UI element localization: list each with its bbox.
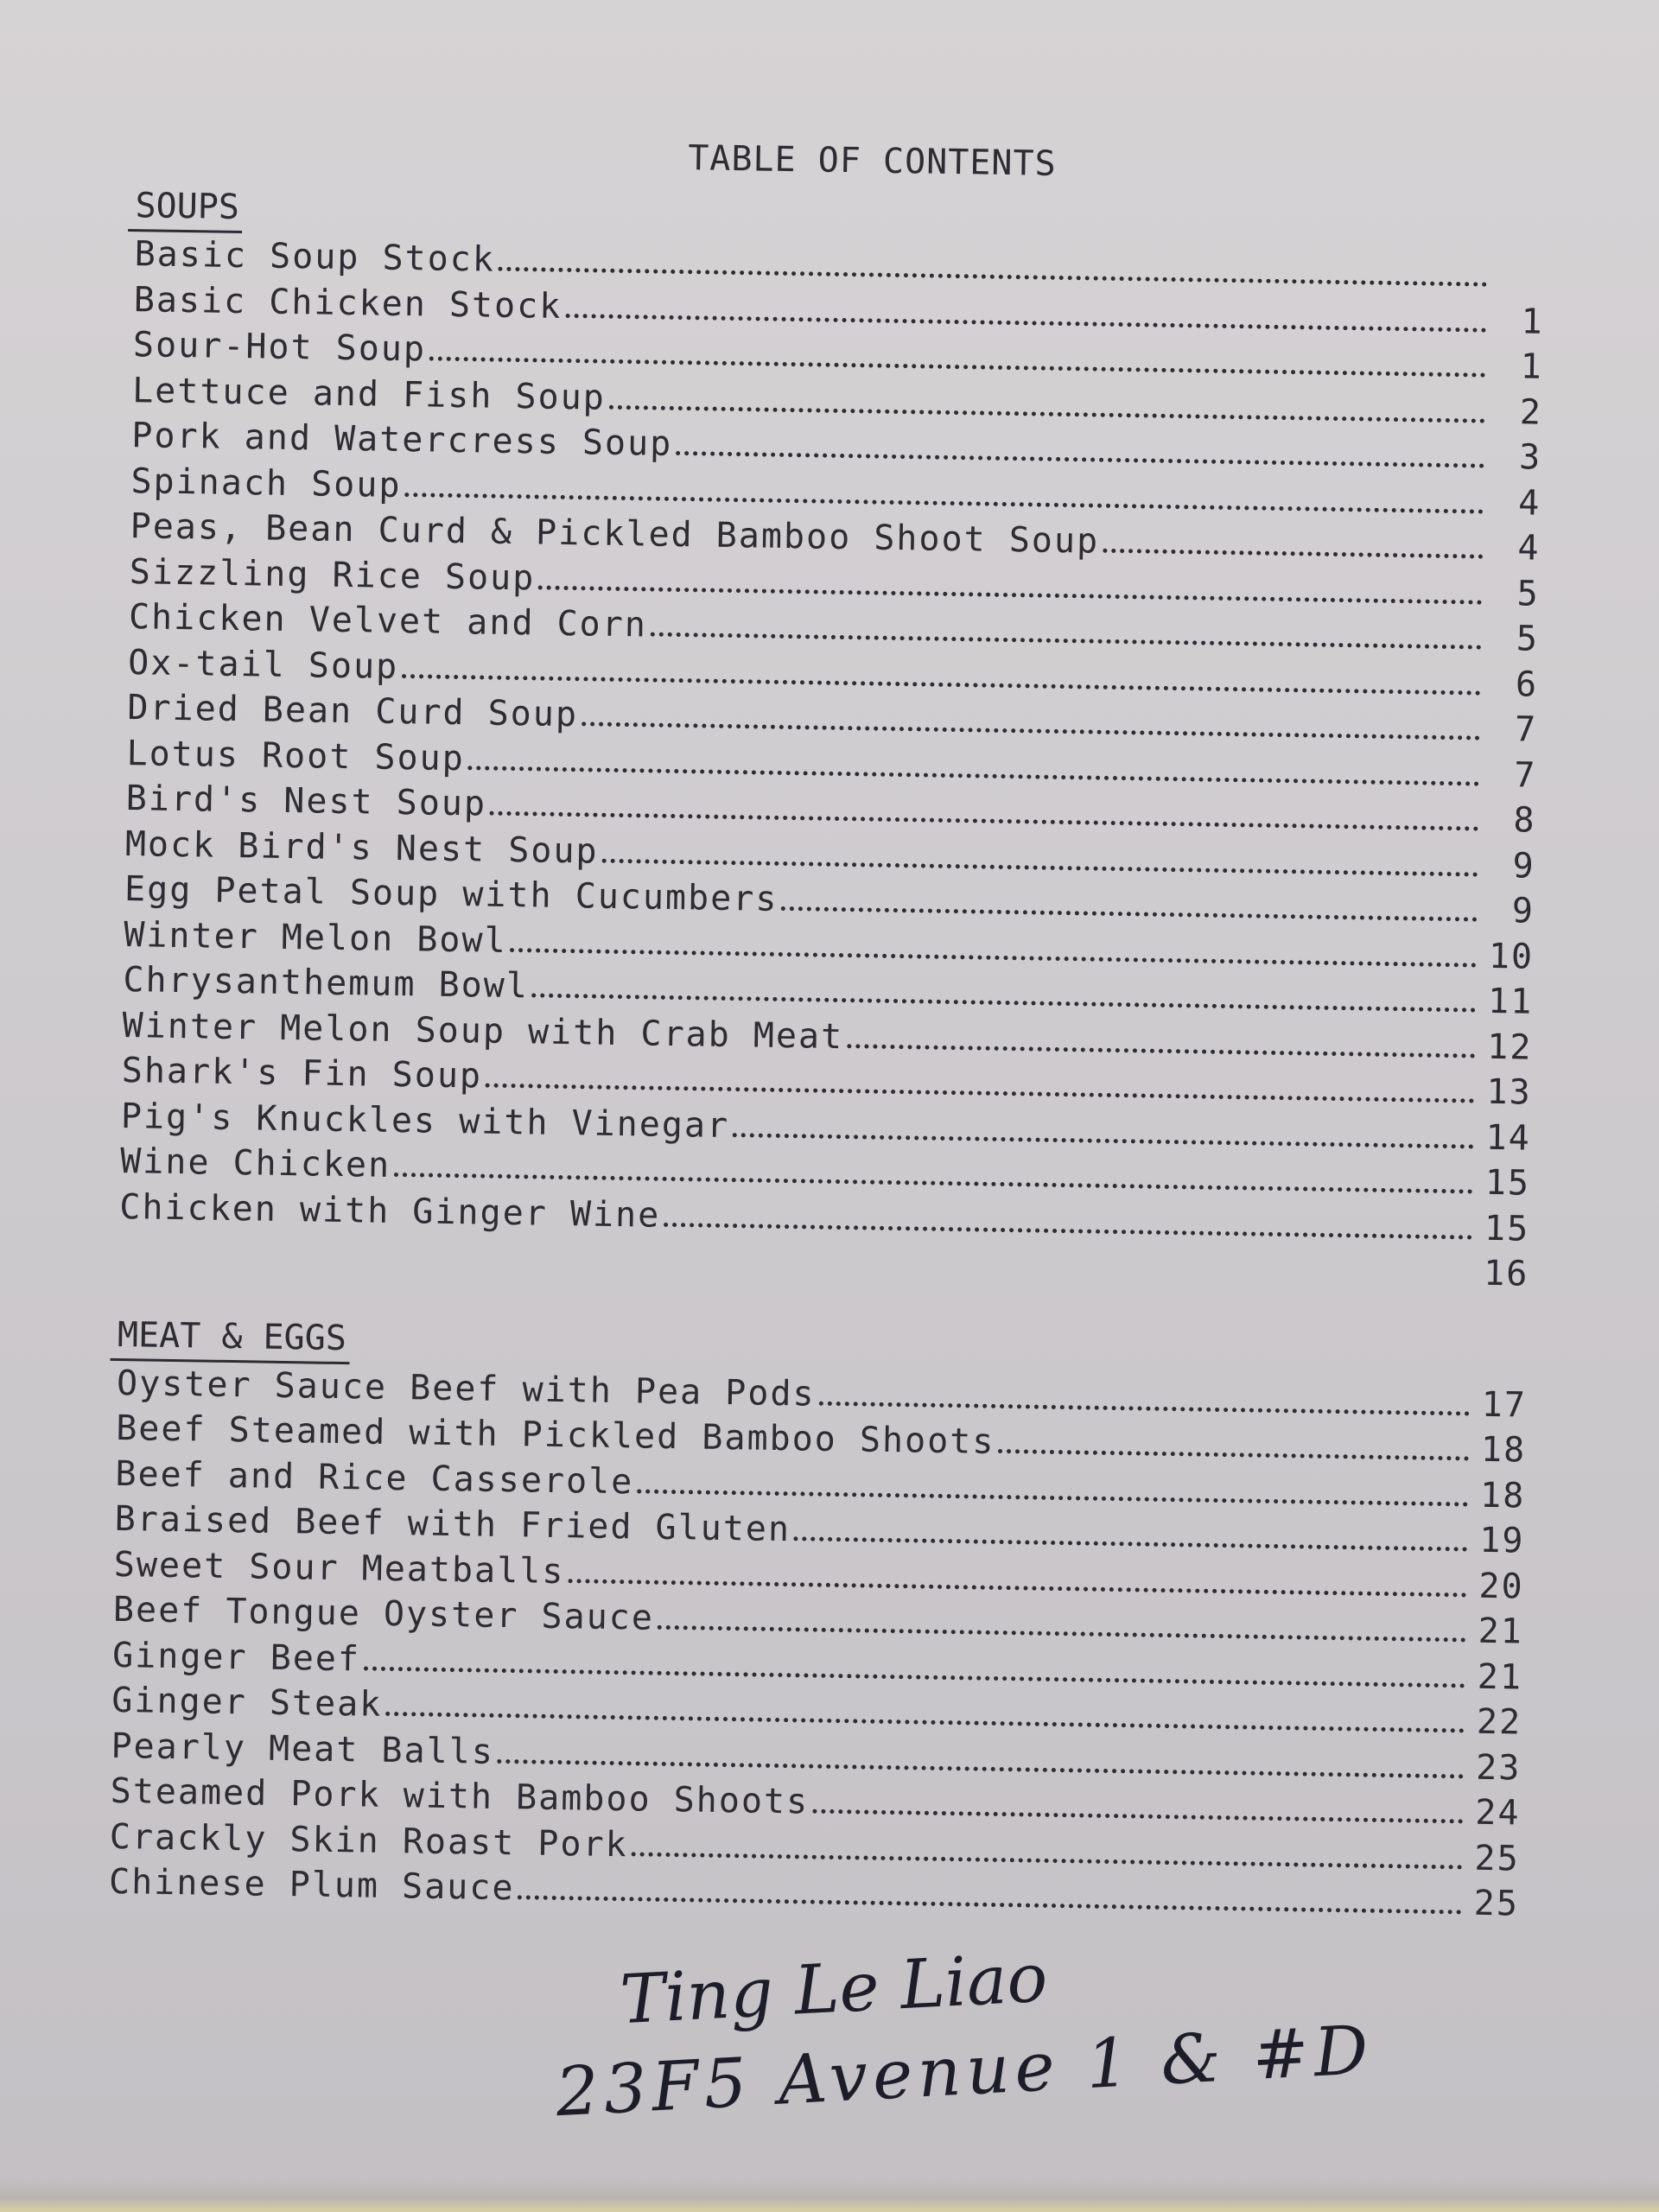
toc-entry-page: 4 [1517, 482, 1541, 524]
toc-entry-title: Shark's Fin Soup [121, 1050, 483, 1096]
dot-leader [1103, 537, 1484, 559]
dot-leader [518, 1883, 1462, 1914]
toc-entry-page: 9 [1512, 845, 1536, 887]
toc-entry-title: Chicken Velvet and Corn [128, 597, 648, 645]
toc-entry-title: Braised Beef with Fried Gluten [114, 1498, 791, 1550]
toc-entry-page: 13 [1486, 1071, 1532, 1113]
dot-leader [498, 1746, 1465, 1778]
dot-leader [510, 936, 1477, 968]
toc-entry-page: 5 [1516, 573, 1541, 614]
dot-leader [812, 1797, 1464, 1824]
dot-leader [632, 1840, 1463, 1869]
dot-leader [402, 662, 1481, 696]
toc-entry-page [1491, 287, 1544, 288]
dot-leader [490, 799, 1479, 831]
dot-leader [651, 620, 1482, 650]
dot-leader [565, 301, 1487, 332]
toc-entry-title: Beef Steamed with Pickled Bamboo Shoots [115, 1408, 995, 1462]
toc-entry-title: Ox-tail Soup [127, 642, 399, 687]
toc-entry-title: Peas, Bean Curd & Pickled Bamboo Shoot Soup [130, 506, 1100, 562]
toc-entry-title: Crackly Skin Roast Pork [109, 1816, 629, 1865]
section-heading: SOUPS [128, 182, 243, 233]
dot-leader [818, 1389, 1470, 1415]
dot-leader [394, 1160, 1473, 1194]
dot-leader [733, 1121, 1474, 1148]
toc-entry-page: 15 [1484, 1162, 1531, 1204]
toc-entry-title: Lettuce and Fish Soup [131, 370, 607, 418]
dot-leader [429, 344, 1486, 377]
toc-entry-page: 10 [1488, 936, 1535, 977]
toc-entry-page: 16 [1483, 1253, 1529, 1294]
toc-entry-title: Lotus Root Soup [126, 733, 466, 779]
dot-leader [658, 1613, 1466, 1643]
toc-entry-page: 19 [1478, 1520, 1525, 1561]
toc-entry-page: 1 [1520, 346, 1544, 387]
toc-entry-title: Oyster Sauce Beef with Pea Pods [116, 1363, 816, 1414]
toc-entry-page: 21 [1477, 1656, 1523, 1698]
dot-leader [364, 1654, 1465, 1688]
toc-entry-title: Chrysanthemum Bowl [123, 960, 530, 1007]
toc-entry-page: 3 [1518, 437, 1542, 478]
dot-leader [468, 753, 1480, 785]
dot-leader [582, 709, 1481, 740]
toc-entry-title: Sizzling Rice Soup [129, 551, 536, 598]
toc-entry-title: Spinach Soup [130, 461, 402, 505]
toc-entry-title: Dried Bean Curd Soup [127, 688, 579, 735]
handwritten-address: 23F5 Avenue 1 & #D [553, 2011, 1376, 2133]
toc-entry-title: Beef Tongue Oyster Sauce [112, 1589, 655, 1638]
toc-entry-title: Ginger Beef [111, 1635, 361, 1679]
toc-entry-page: 9 [1511, 891, 1535, 931]
toc-entry-page: 25 [1474, 1838, 1521, 1879]
toc-entry-list [112, 232, 1545, 1252]
toc-entry-page: 7 [1514, 709, 1538, 750]
toc-entry-page: 6 [1515, 664, 1539, 705]
toc-entry-page: 24 [1474, 1792, 1521, 1834]
toc-entry-title: Pig's Knuckles with Vinegar [120, 1096, 730, 1146]
toc-entry-title: Egg Petal Soup with Cucumbers [124, 869, 779, 919]
dot-leader [486, 1071, 1475, 1103]
toc-entry-page: 7 [1513, 754, 1537, 796]
dot-leader [532, 981, 1477, 1012]
section-heading: MEAT & EGGS [111, 1311, 351, 1363]
toc-entry-page: 20 [1478, 1566, 1524, 1607]
section-meat-eggs [102, 1311, 1529, 1927]
toc-entry-page: 2 [1519, 391, 1543, 433]
dot-leader [499, 255, 1488, 287]
toc-entry-page: 17 [1481, 1384, 1528, 1426]
dot-leader [609, 392, 1485, 423]
dot-leader [664, 1210, 1472, 1239]
toc-entry-page: 25 [1473, 1883, 1520, 1924]
toc-entry-title: Chicken with Ginger Wine [118, 1186, 661, 1236]
toc-entry-title: Pearly Meat Balls [111, 1726, 495, 1772]
toc-entry-title: Basic Soup Stock [134, 234, 496, 280]
handwritten-name: Ting Le Liao [618, 1939, 1050, 2040]
dot-leader [601, 846, 1478, 876]
dot-leader [538, 573, 1483, 604]
toc-entry-page: 23 [1475, 1747, 1522, 1789]
toc-entry-page: 21 [1478, 1611, 1524, 1652]
toc-entry-title: Pork and Watercress Soup [130, 416, 673, 464]
dot-leader [637, 1477, 1468, 1506]
toc-entry-title: Basic Chicken Stock [133, 279, 563, 327]
toc-entry-title: Sour-Hot Soup [132, 325, 427, 370]
toc-entry-title: Sweet Sour Meatballs [113, 1544, 565, 1592]
toc-entry-title: Bird's Nest Soup [125, 779, 487, 824]
toc-entry-page: 18 [1479, 1475, 1526, 1516]
toc-entry-title: Wine Chicken [119, 1141, 391, 1185]
dot-leader [385, 1700, 1465, 1733]
toc-entry-title: Winter Melon Bowl [123, 914, 508, 961]
toc-entry-page: 12 [1486, 1027, 1533, 1068]
toc-entry-title: Beef and Rice Casserole [115, 1453, 634, 1502]
dot-leader [568, 1567, 1467, 1597]
section-soups [111, 182, 1546, 1297]
toc-entry-title: Chinese Plum Sauce [108, 1861, 515, 1909]
handwritten-signature [549, 1909, 1593, 2141]
toc-entry-title: Mock Bird's Nest Soup [124, 823, 599, 872]
toc-entry-page: 14 [1485, 1117, 1532, 1159]
toc-entry-page: 22 [1476, 1701, 1522, 1743]
page-title: TABLE OF CONTENTS [687, 138, 1057, 184]
toc-entry-title: Ginger Steak [111, 1680, 383, 1725]
dot-leader [676, 439, 1484, 468]
page-edge [0, 2177, 1659, 2212]
toc-entry-page: 4 [1517, 528, 1541, 569]
dot-leader [847, 1032, 1476, 1058]
toc-entry-title: Steamed Pork with Bamboo Shoots [110, 1770, 810, 1822]
toc-sheet [102, 125, 1547, 1927]
toc-entry-page: 5 [1516, 619, 1540, 659]
toc-entry-page: 11 [1487, 981, 1534, 1022]
dot-leader [781, 894, 1478, 922]
toc-entry-page: 8 [1513, 800, 1536, 841]
dot-leader [404, 480, 1484, 514]
toc-entry-page: 18 [1480, 1429, 1527, 1471]
dot-leader [794, 1524, 1468, 1551]
toc-entry-page: 15 [1484, 1208, 1530, 1249]
toc-entry-title: Winter Melon Soup with Crab Meat [122, 1005, 844, 1057]
dot-leader [998, 1437, 1469, 1461]
toc-entry-list [102, 1360, 1528, 1927]
toc-entry-page: 1 [1521, 301, 1544, 342]
